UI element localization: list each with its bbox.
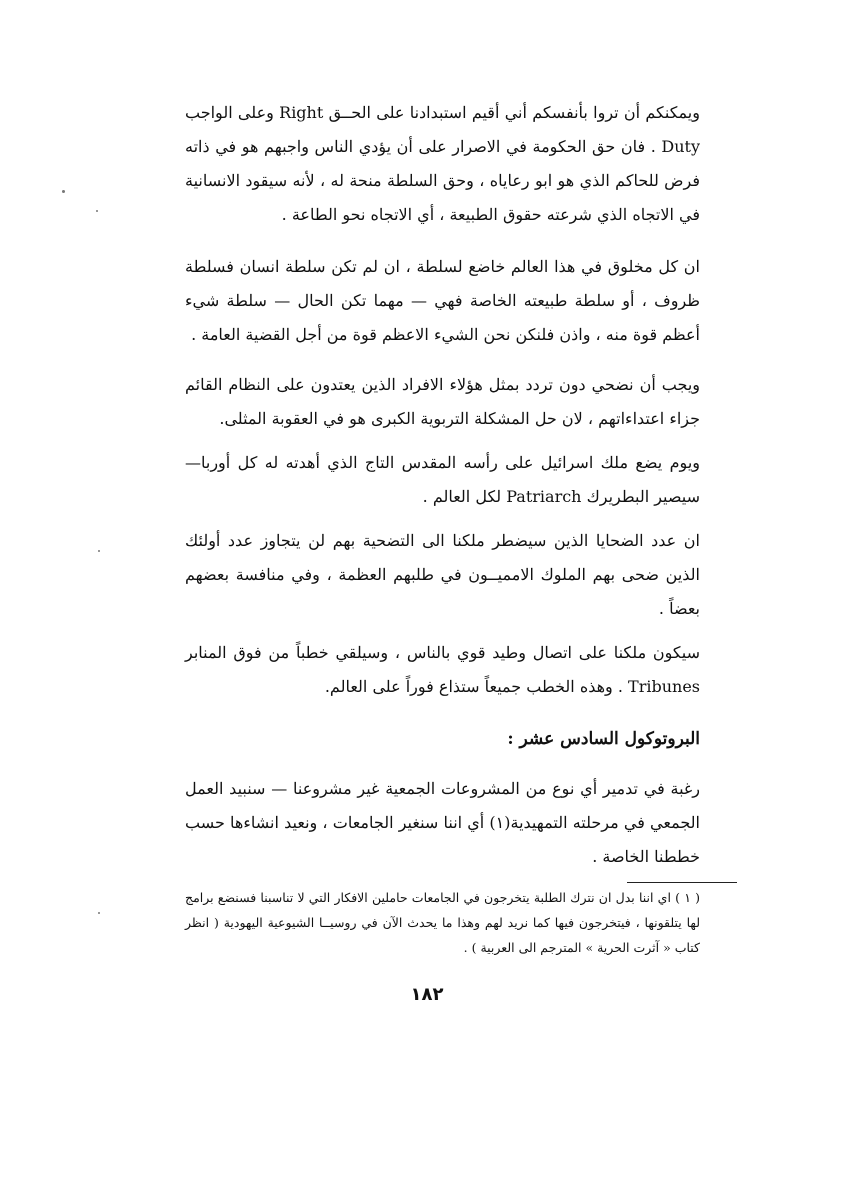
paragraph-1: ويمكنكم أن تروا بأنفسكم أني أقيم استبدادنا على الحــق Right وعلى الواجب Duty . فان حق الحكومة في الاصرار على أن يؤدي الناس واجبهم هو في ذاته فرض للحاكم الذي هو ابو رعاياه ، وحق السلطة منحة له ، لأنه سيقود الانسانية في الاتجاه الذي شرعته حقوق الطبيعة ، أي الاتجاه نحو الطاعة . — [185, 103, 700, 224]
footnote-separator — [627, 882, 737, 883]
section-paragraph: رغبة في تدمير أي نوع من المشروعات الجمعية غير مشروعنا — سنبيد العمل الجمعي في مرحلته التمهيدية(١) أي اننا سنغير الجامعات ، ونعيد انشاءها حسب خططنا الخاصة . — [185, 779, 700, 866]
paper-speck — [98, 912, 100, 914]
paper-speck — [62, 190, 65, 193]
main-text-5 — [185, 524, 700, 626]
main-text-3 — [185, 368, 700, 436]
section-heading: البروتوكول السادس عشر : — [507, 729, 700, 749]
main-text-2 — [185, 250, 700, 352]
main-text-4 — [185, 446, 700, 514]
paragraph-6: سيكون ملكنا على اتصال وطيد قوي بالناس ، وسيلقي خطباً من فوق المنابر Tribunes . وهذه الخطب جميعاً ستذاع فوراً على العالم. — [185, 643, 700, 696]
paragraph-2: ان كل مخلوق في هذا العالم خاضع لسلطة ، ان لم تكن سلطة انسان فسلطة ظروف ، أو سلطة طبيعته الخاصة فهي — مهما تكن الحال — سلطة شيء أعظم قوة منه ، واذن فلنكن نحن الشيء الاعظم قوة من أجل القضية العامة . — [185, 257, 701, 344]
main-text — [185, 96, 700, 232]
paper-speck — [98, 550, 100, 552]
paragraph-4: ويوم يضع ملك اسرائيل على رأسه المقدس التاج الذي أهدته له كل أوربا— سيصير البطريرك Patriarch لكل العالم . — [185, 453, 700, 506]
main-text-6 — [185, 636, 700, 704]
page-number: ١٨٢ — [410, 984, 444, 1005]
paragraph-5: ان عدد الضحايا الذين سيضطر ملكنا الى التضحية بهم لن يتجاوز عدد أولئك الذين ضحى بهم الملوك الامميــون في طلبهم العظمة ، وفي منافسة بعضهم بعضاً . — [185, 531, 700, 618]
section-heading-block — [185, 724, 700, 754]
footnote: ( ١ ) اي اننا بدل ان نترك الطلبة يتخرجون في الجامعات حاملين الافكار التي لا تناسبنا فسنضع برامج لها يتلقونها ، فيتخرجون فيها كما نريد لهم وهذا ما يحدث الآن في روسيــا الشيوعية اليهودية ( انظر كتاب « آثرت الحرية » المترجم الى العربية ) . — [185, 890, 700, 955]
paragraph-3: ويجب أن نضحي دون تردد بمثل هؤلاء الافراد الذين يعتدون على النظام القائم جزاء اعتداءاتهم ، لان حل المشكلة التربوية الكبرى هو في العقوبة المثلى. — [185, 375, 700, 428]
paper-speck — [96, 210, 98, 212]
section-text — [185, 772, 700, 874]
footnote-block — [185, 885, 700, 960]
